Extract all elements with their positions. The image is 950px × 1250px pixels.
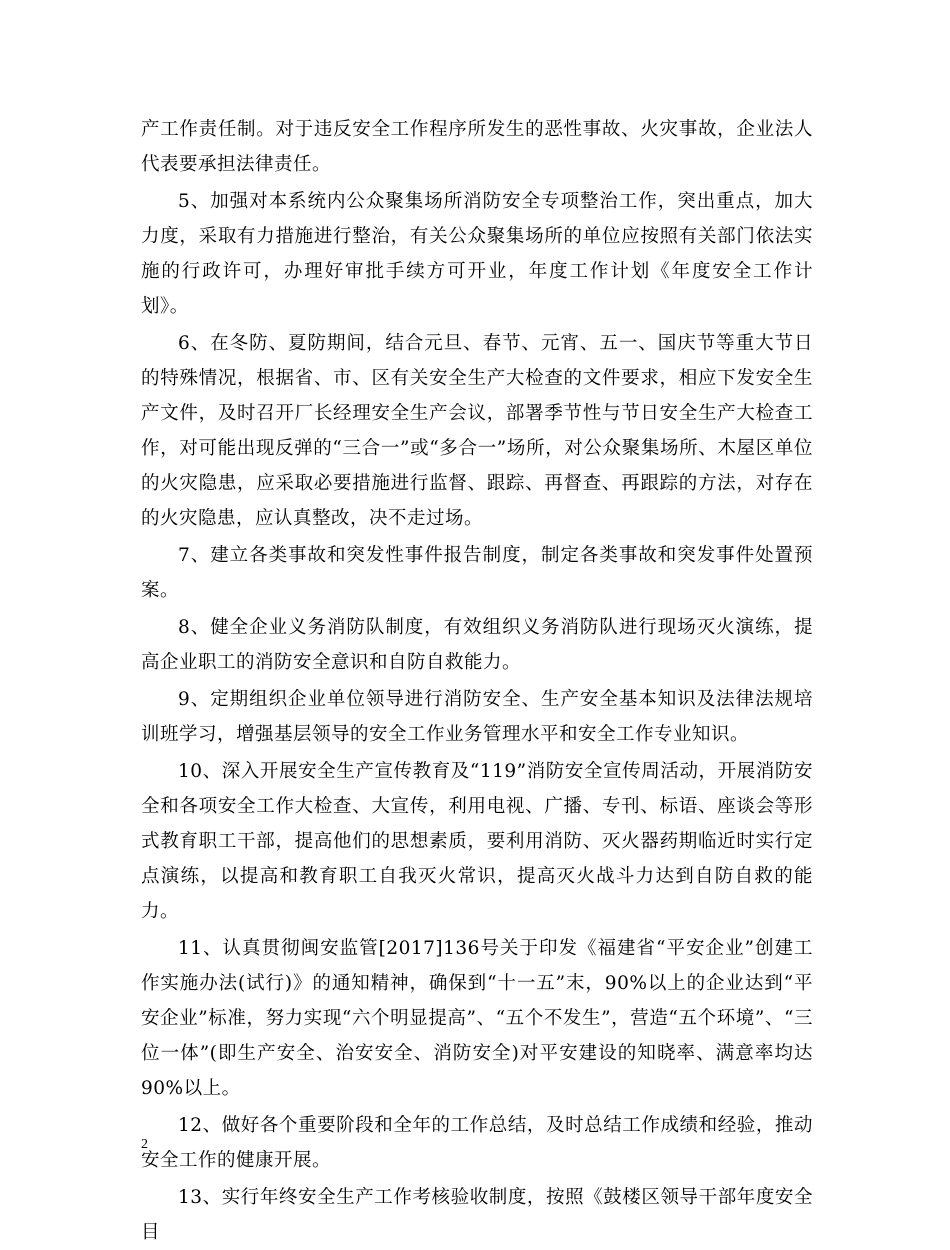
paragraph-continuation: 产工作责任制。对于违反安全工作程序所发生的恶性事故、火灾事故，企业法人代表要承担法律责任。 — [141, 119, 813, 175]
paragraph-item-13: 13、实行年终安全生产工作考核验收制度，按照《鼓楼区领导干部年度安全目 — [141, 1187, 813, 1243]
paragraph-item-10: 10、深入开展安全生产宣传教育及“119”消防安全宣传周活动，开展消防安全和各项安全工作大检查、大宣传，利用电视、广播、专刊、标语、座谈会等形式教育职工干部，提高他们的思想素质，要利用消防、灭火器药期临近时实行定点演练，以提高和教育职工自我灭火常识，提高灭火战斗力达到自防自救的能力。 — [141, 761, 813, 922]
paragraph-item-8: 8、健全企业义务消防队制度，有效组织义务消防队进行现场灭火演练，提高企业职工的消防安全意识和自防自救能力。 — [141, 617, 813, 673]
paragraph-item-7: 7、建立各类事故和突发性事件报告制度，制定各类事故和突发事件处置预案。 — [141, 545, 813, 601]
paragraph-item-5: 5、加强对本系统内公众聚集场所消防安全专项整治工作，突出重点，加大力度，采取有力措施进行整治，有关公众聚集场所的单位应按照有关部门依法实施的行政许可，办理好审批手续方可开业，年度工作计划《年度安全工作计划》。 — [141, 191, 813, 317]
document-body — [141, 112, 813, 1250]
paragraph-item-6: 6、在冬防、夏防期间，结合元旦、春节、元宵、五一、国庆节等重大节日的特殊情况，根据省、市、区有关安全生产大检查的文件要求，相应下发安全生产文件，及时召开厂长经理安全生产会议，部署季节性与节日安全生产大检查工作，对可能出现反弹的“三合一”或“多合一”场所，对公众聚集场所、木屋区单位的火灾隐患，应采取必要措施进行监督、跟踪、再督查、再跟踪的方法，对存在的火灾隐患，应认真整改，决不走过场。 — [141, 333, 813, 529]
page-number: 2 — [141, 1137, 148, 1152]
paragraph-item-9: 9、定期组织企业单位领导进行消防安全、生产安全基本知识及法律法规培训班学习，增强基层领导的安全工作业务管理水平和安全工作专业知识。 — [141, 689, 813, 745]
paragraph-item-12: 12、做好各个重要阶段和全年的工作总结，及时总结工作成绩和经验，推动安全工作的健康开展。 — [141, 1115, 813, 1171]
paragraph-item-11: 11、认真贯彻闽安监管[2017]136号关于印发《福建省“平安企业”创建工作实施办法(试行)》的通知精神，确保到“十一五”末，90%以上的企业达到“平安企业”标准，努力实现“六个明显提高”、“五个不发生”，营造“五个环境”、“三位一体”(即生产安全、治安安全、消防安全)对平安建设的知晓率、满意率均达90%以上。 — [141, 938, 813, 1099]
